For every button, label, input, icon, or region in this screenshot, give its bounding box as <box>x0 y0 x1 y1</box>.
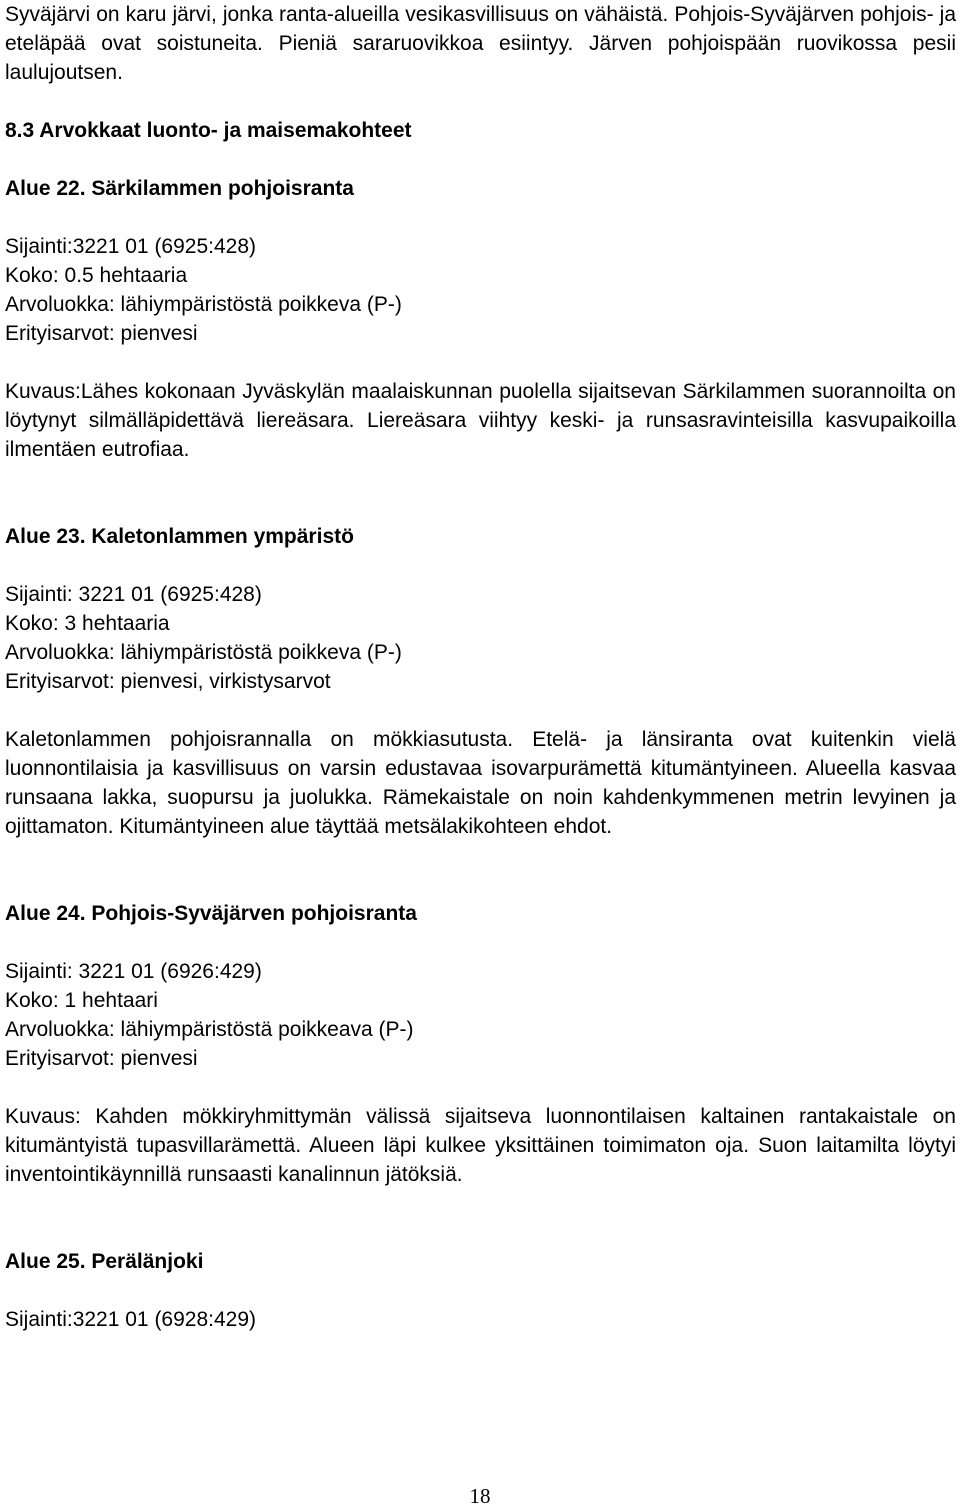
area-25-heading: Alue 25. Perälänjoki <box>5 1250 204 1273</box>
area-22-size: Koko: 0.5 hehtaaria <box>5 264 188 287</box>
area-23-heading: Alue 23. Kaletonlammen ympäristö <box>5 525 354 548</box>
area-24-special-values: Erityisarvot: pienvesi <box>5 1047 198 1070</box>
area-22-location: Sijainti:3221 01 (6925:428) <box>5 235 257 258</box>
area-23-special-values: Erityisarvot: pienvesi, virkistysarvot <box>5 670 331 693</box>
area-22-heading: Alue 22. Särkilammen pohjoisranta <box>5 177 354 200</box>
area-23-size: Koko: 3 hehtaaria <box>5 612 170 635</box>
area-22-value-class: Arvoluokka: lähiympäristöstä poikkeva (P-) <box>5 293 402 316</box>
document-page <box>5 0 956 1334</box>
area-24-value-class: Arvoluokka: lähiympäristöstä poikkeava (P-) <box>5 1018 414 1041</box>
section-heading: 8.3 Arvokkaat luonto- ja maisemakohteet <box>5 119 412 142</box>
area-23-value-class: Arvoluokka: lähiympäristöstä poikkeva (P-) <box>5 641 402 664</box>
area-25-location: Sijainti:3221 01 (6928:429) <box>5 1308 257 1331</box>
area-23-description: Kaletonlammen pohjoisrannalla on mökkiasutusta. Etelä- ja länsiranta ovat kuitenkin vielä luonnontilaisia ja kasvillisuus on varsin edustavaa isovarpurämettä kitumäntyineen. Alueella kasvaa runsaana lakka, suopursu ja juolukka. Rämekaistale on noin kahdenkymmenen metrin levyinen ja ojittamaton. Kitumäntyineen alue täyttää metsälakikohteen ehdot. <box>5 728 956 838</box>
area-23-location: Sijainti: 3221 01 (6925:428) <box>5 583 262 606</box>
area-24-size: Koko: 1 hehtaari <box>5 989 158 1012</box>
area-22-special-values: Erityisarvot: pienvesi <box>5 322 198 345</box>
area-24-description: Kuvaus: Kahden mökkiryhmittymän välissä sijaitseva luonnontilaisen kaltainen rantakaistale on kitumäntyistä tupasvillarämettä. Alueen läpi kulkee yksittäinen toimimaton oja. Suon laitamilta löytyi inventointikäynnillä runsaasti kanalinnun jätöksiä. <box>5 1105 956 1186</box>
area-24-location: Sijainti: 3221 01 (6926:429) <box>5 960 262 983</box>
page-number: 18 <box>469 1484 491 1508</box>
intro-paragraph: Syväjärvi on karu järvi, jonka ranta-alueilla vesikasvillisuus on vähäistä. Pohjois-Syväjärven pohjois- ja eteläpää ovat soistuneita. Pieniä sararuovikkoa esiintyy. Järven pohjoispään ruovikossa pesii laulujoutsen. <box>5 3 956 84</box>
area-22-description: Kuvaus:Lähes kokonaan Jyväskylän maalaiskunnan puolella sijaitsevan Särkilammen suorannoilta on löytynyt silmälläpidettävä liereäsara. Liereäsara viihtyy keski- ja runsasravinteisilla kasvupaikoilla ilmentäen eutrofiaa. <box>5 380 956 461</box>
area-24-heading: Alue 24. Pohjois-Syväjärven pohjoisranta <box>5 902 417 925</box>
